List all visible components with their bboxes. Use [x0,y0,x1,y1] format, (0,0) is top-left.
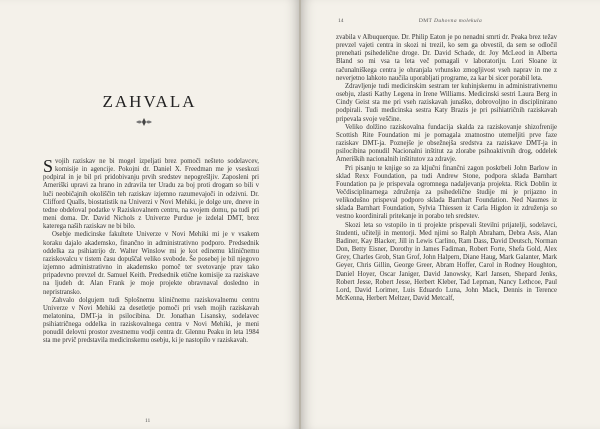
left-body-text [43,158,259,346]
paragraph: Svojih raziskav ne bi mogel izpeljati brez pomoči nešteto sodelavcev, komisije in agencije. Pokojni dr. Daniel X. Freedman me je vseskozi podpiral in je bil pri pridobivanju prvih sredstev nepogrešljiv. Zaposleni pri Ameriški upravi za hrano in zdravila ter Uradu za boj proti drogam so bili v luči neobičajnih okoliščin teh raziskav izjemno razumevajoči in odzivni. Dr. Clifford Qualls, biostatistik na Univerzi v Novi Mehiki, je dolge ure, dneve in tedne obdeloval podatke v Raziskovalnem centru, na svojem domu, pa tudi pri meni doma. Dr. David Nichols z Univerze Purdue je izdelal DMT, brez katerega naših raziskav ne bi bilo. [43,156,259,231]
paragraph: Zahvalo dolgujem tudi Splošnemu kliničnemu raziskovalnemu centru Univerze v Novi Mehiki za desetletje pomoči pri vseh mojih raziskavah melatonina, DMT-ja in psilocibina. Dr. Jonathan Lisansky, sodelavec psihiatričnega oddelka in raziskovalnega centra v Novi Mehiki, je meni ponudil delovni prostor zvestnemu vodji centra dr. Glennu Peaku in leta 1984 sta me prvič predstavila medicinskemu osebju, ki je nastopilo v raziskavah. [43,296,259,345]
paragraph: Pri pisanju te knjige so za ključni finančni zagon poskrbeli John Barlow in sklad Rexx Foundation, pa tudi Andrew Stone, podpora sklada Barnhart Foundation pa je prispevala ogromnega nadaljevanja projekta. Rick Doblin iz Večdisciplinarnega združenja za psihedelične študije mi je prijazno in velikodušno prispeval podporo sklada Barnhart Foundation. Ned Naumes iz sklada Barnhart Foundation, Sylvia Thiessen iz Carla Higdon iz združenja so vestno koordinirali pritekanje in porabo teh sredstev. [336,164,557,221]
paragraph: Veliko dolžino raziskovalna fundacija skalda za raziskovanje shizofrenije Scottish Rite Foundation mi je pomagala znatnostno utemeljiti prve faze raziskav DMT-ja. Poznejše je obsežnejša sredstva za raziskave DMT-ja in psilocibina ponudil Nacionalni inštitut za zlorabe psihoaktivnih drog, oddelek Ameriških nacionalnih inštitutov za zdravje. [336,123,557,164]
ornament-icon [136,118,152,126]
left-folio: 11 [145,418,151,424]
paragraph: zvabila v Albuquerque. Dr. Philip Eaton je po nenadni smrti dr. Peaka brez težav prevzel vajeti centra in skozi ni trezil, ko sem ga obvestil, da sem se odločil prenehati psihedelične droge. Dr. David Schade, dr. Joy McLeod in Alberta Bland so mi vsa ta leta več pomagali v laboratoriju. Lori Sloane iz računalniškega centra je ohranjala vrhunsko zmogljivost vseh naprav in me z neverjetno lahkoto naučila uporabljati programe, za kar bi sicer porabil leta. [336,34,557,82]
paragraph: Zdravljenje tudi medicinskim sestram ter kuhinjskemu in administrativnemu osebju, zlasti Kathy Legena in Irene Williams. Medicinski sestri Laura Berg in Cindy Geist sta me pri vseh raziskavah junaško, dobrovoljno in disciplinirano podpirali. Tudi medicinska sestra Katy Brazis je pri psihiatričnih raziskavah pripevala svoje veščine. [336,82,557,123]
page-number: 14 [338,18,344,24]
chapter-heading: ZAHVALA [102,92,197,111]
paragraph: Osebje medicinske fakultete Univerze v Novi Mehiki mi je v vsakem koraku dajalo akademsko, finančno in administrativno podporo. Predsednik oddelka za psihiatrijo dr. Walter Winslow mi je kot edinemu kliničnemu raziskovalcu v tistem času dopuščal veliko svobode. Še posebej je bil njegovo izjemno administrativno in akademsko pomoč ter svetovanje prav tako pripadevno prevzel dr. Samuel Keith. Predsednik etične komisije za raziskave na ljudeh dr. Alan Frank je moje projekte obravnaval dosledno in nepristransko. [43,231,259,296]
running-head [301,18,600,24]
paragraph: Skozi leta so vstopilo in ti projekte prispevali številni prijatelji, sodelavci, študenti, učitelji in mentorji. Med njimi so Ralph Abraham, Debra Asis, Alan Badiner, Kay Blacker, Jill in Lewis Carlino, Ram Dass, David Deutsch, Norman Don, Betty Eisner, Dorothy in James Fadiman, Robert Forte, Shefa Gold, Alex Grey, Charles Grob, Stan Grof, John Halpern, Diane Haug, Mark Galanter, Mark Geyer, Chris Gillin, George Greer, Abram Hoffer, Carol in Rodney Houghton, Daniel Hoyer, Oscar Janiger, David Janowsky, Karl Jansen, Shepard Jenks, Robert Jesse, Robert Jesse, Herbert Kleber, Tad Lepman, Nancy Lethcoe, Paul Lord, David Lorimer, Luis Eduardo Luna, John Mack, Dennis in Terence McKenna, Herbert Meltzer, David Metcalf, [336,221,557,302]
running-subtitle: Duhovna molekula [434,18,483,24]
drop-cap: S [43,156,54,176]
right-page [301,0,600,429]
running-title: DMT Duhovna molekula [418,18,483,24]
right-body-text [336,34,557,303]
left-page [0,0,299,429]
